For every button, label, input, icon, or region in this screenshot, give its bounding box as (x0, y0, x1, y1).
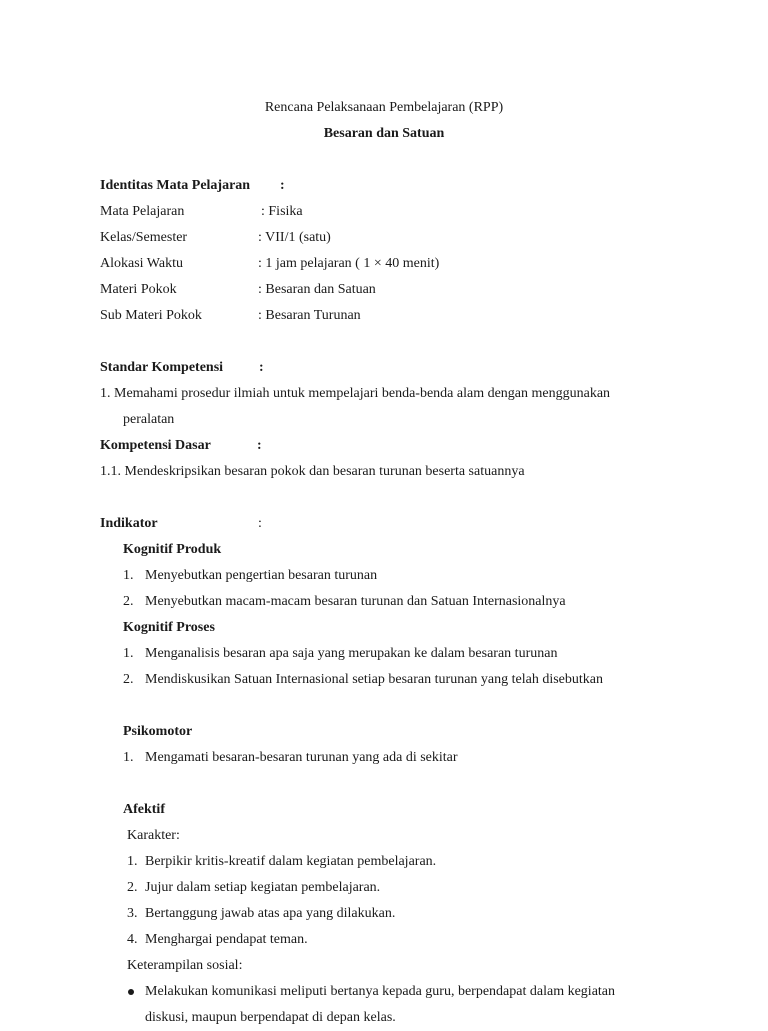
identitas-row-label: Materi Pokok (100, 282, 177, 297)
kompetensi-item: 1.1. Mendeskripsikan besaran pokok dan besaran turunan beserta satuannya (100, 464, 525, 479)
list-item-number: 1. (123, 568, 134, 583)
kognitif-proses-heading: Kognitif Proses (123, 620, 215, 635)
standar-heading-colon: : (259, 360, 264, 375)
standar-heading-label: Standar Kompetensi (100, 360, 224, 375)
list-item (100, 927, 680, 953)
identitas-row (100, 277, 680, 303)
page-title: Rencana Pelaksanaan Pembelajaran (RPP) (264, 100, 504, 115)
bullet-item-text-line2: diskusi, maupun berpendapat di depan kelas. (145, 1010, 396, 1025)
identitas-heading-colon: : (280, 178, 285, 193)
identitas-row (100, 303, 680, 329)
list-item-number: 2. (123, 594, 134, 609)
kompetensi-heading-label: Kompetensi Dasar (100, 438, 211, 453)
identitas-row-value: : Besaran Turunan (258, 308, 361, 323)
psikomotor-heading: Psikomotor (123, 724, 193, 739)
list-item-number: 1. (123, 750, 134, 765)
list-item (100, 901, 680, 927)
identitas-row-label: Kelas/Semester (100, 230, 188, 245)
list-item-number: 2. (123, 672, 134, 687)
indikator-heading-colon: : (258, 516, 262, 531)
identitas-row-value: : Fisika (261, 204, 303, 219)
list-item-text: Menyebutkan macam-macam besaran turunan dan Satuan Internasionalnya (145, 594, 566, 609)
page-subtitle: Besaran dan Satuan (323, 126, 445, 141)
indikator-heading (100, 511, 680, 537)
list-item (100, 875, 680, 901)
identitas-heading (100, 173, 680, 199)
standar-item-line1: 1. Memahami prosedur ilmiah untuk mempelajari benda-benda alam dengan menggunakan (100, 386, 611, 401)
identitas-row (100, 225, 680, 251)
standar-heading (100, 355, 680, 381)
bullet-icon (128, 989, 134, 995)
list-item (100, 589, 680, 615)
document-page (100, 95, 680, 1031)
identitas-row (100, 251, 680, 277)
list-item-text: Bertanggung jawab atas apa yang dilakukan. (145, 906, 396, 921)
list-item (100, 745, 680, 771)
identitas-heading-label: Identitas Mata Pelajaran (100, 178, 251, 193)
list-item (100, 667, 680, 693)
list-item-text: Mengamati besaran-besaran turunan yang ada di sekitar (145, 750, 458, 765)
identitas-row-value: : VII/1 (satu) (258, 230, 331, 245)
list-item-text: Menghargai pendapat teman. (145, 932, 308, 947)
list-item-text: Jujur dalam setiap kegiatan pembelajaran. (145, 880, 381, 895)
identitas-row (100, 199, 680, 225)
identitas-row-value: : Besaran dan Satuan (258, 282, 376, 297)
kognitif-produk-heading: Kognitif Produk (123, 542, 222, 557)
indikator-heading-label: Indikator (100, 516, 158, 531)
list-item-text: Berpikir kritis-kreatif dalam kegiatan pembelajaran. (145, 854, 437, 869)
list-item (100, 563, 680, 589)
identitas-row-value: : 1 jam pelajaran ( 1 × 40 menit) (258, 256, 440, 271)
karakter-label: Karakter: (127, 828, 180, 843)
list-item (100, 849, 680, 875)
list-item-text: Menyebutkan pengertian besaran turunan (145, 568, 378, 583)
list-item-text: Menganalisis besaran apa saja yang merupakan ke dalam besaran turunan (145, 646, 558, 661)
kompetensi-heading (100, 433, 680, 459)
list-item-number: 1. (127, 854, 138, 869)
list-item-number: 1. (123, 646, 134, 661)
bullet-item-text-line1: Melakukan komunikasi meliputi bertanya kepada guru, berpendapat dalam kegiatan (145, 984, 616, 999)
identitas-row-label: Alokasi Waktu (100, 256, 183, 271)
list-item-number: 4. (127, 932, 138, 947)
list-item-number: 2. (127, 880, 138, 895)
bullet-item-continuation (100, 1005, 680, 1031)
bullet-item (100, 979, 680, 1005)
list-item-text: Mendiskusikan Satuan Internasional setiap besaran turunan yang telah disebutkan (145, 672, 603, 687)
list-item (100, 641, 680, 667)
identitas-row-label: Sub Materi Pokok (100, 308, 202, 323)
identitas-row-label: Mata Pelajaran (100, 204, 185, 219)
standar-item-line2: peralatan (123, 412, 175, 427)
kompetensi-heading-colon: : (257, 438, 262, 453)
list-item-number: 3. (127, 906, 138, 921)
afektif-heading: Afektif (123, 802, 165, 817)
sosial-label: Keterampilan sosial: (127, 958, 243, 973)
